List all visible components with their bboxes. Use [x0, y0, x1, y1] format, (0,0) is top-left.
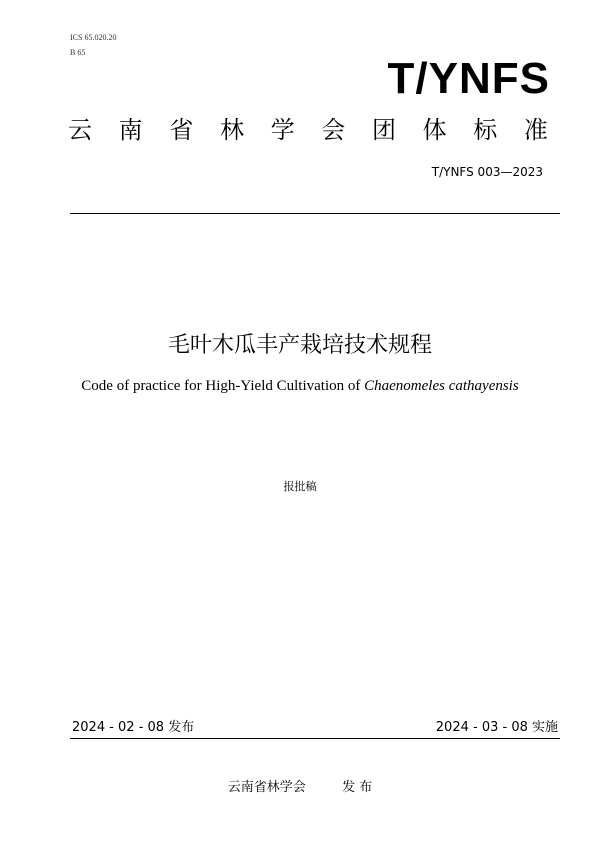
species-name: Chaenomeles cathayensis	[364, 378, 519, 394]
top-divider	[70, 213, 560, 214]
publisher-name: 云南省林学会	[227, 780, 306, 795]
ccs-code: B 65	[70, 48, 86, 57]
org-char: 学	[270, 116, 295, 144]
org-char: 会	[321, 116, 346, 144]
effective-date: 2024 - 03 - 08 实施	[435, 720, 558, 735]
org-char: 林	[219, 116, 244, 144]
publisher-line	[0, 776, 600, 795]
title-english-text: Code of practice for High-Yield Cultivation of	[81, 378, 365, 394]
title-chinese: 毛叶木瓜丰产栽培技术规程	[167, 333, 432, 358]
issue-date: 2024 - 02 - 08 发布	[72, 720, 195, 735]
draft-stage: 报批稿	[283, 480, 317, 493]
org-char: 准	[523, 116, 548, 144]
org-char: 云	[68, 116, 92, 144]
org-char: 南	[118, 116, 143, 144]
org-char: 标	[473, 116, 498, 144]
publish-label: 发 布	[342, 780, 373, 795]
ics-code: ICS 65.020.20	[70, 33, 117, 42]
org-char: 体	[422, 116, 447, 144]
organization-heading	[68, 114, 548, 146]
org-char: 团	[371, 116, 396, 144]
standard-brand: T/YNFS	[387, 54, 550, 103]
org-char: 省	[169, 116, 194, 144]
classification-codes	[70, 30, 116, 60]
bottom-divider	[70, 738, 560, 739]
standard-number: T/YNFS 003—2023	[431, 165, 543, 179]
title-english	[0, 378, 600, 395]
